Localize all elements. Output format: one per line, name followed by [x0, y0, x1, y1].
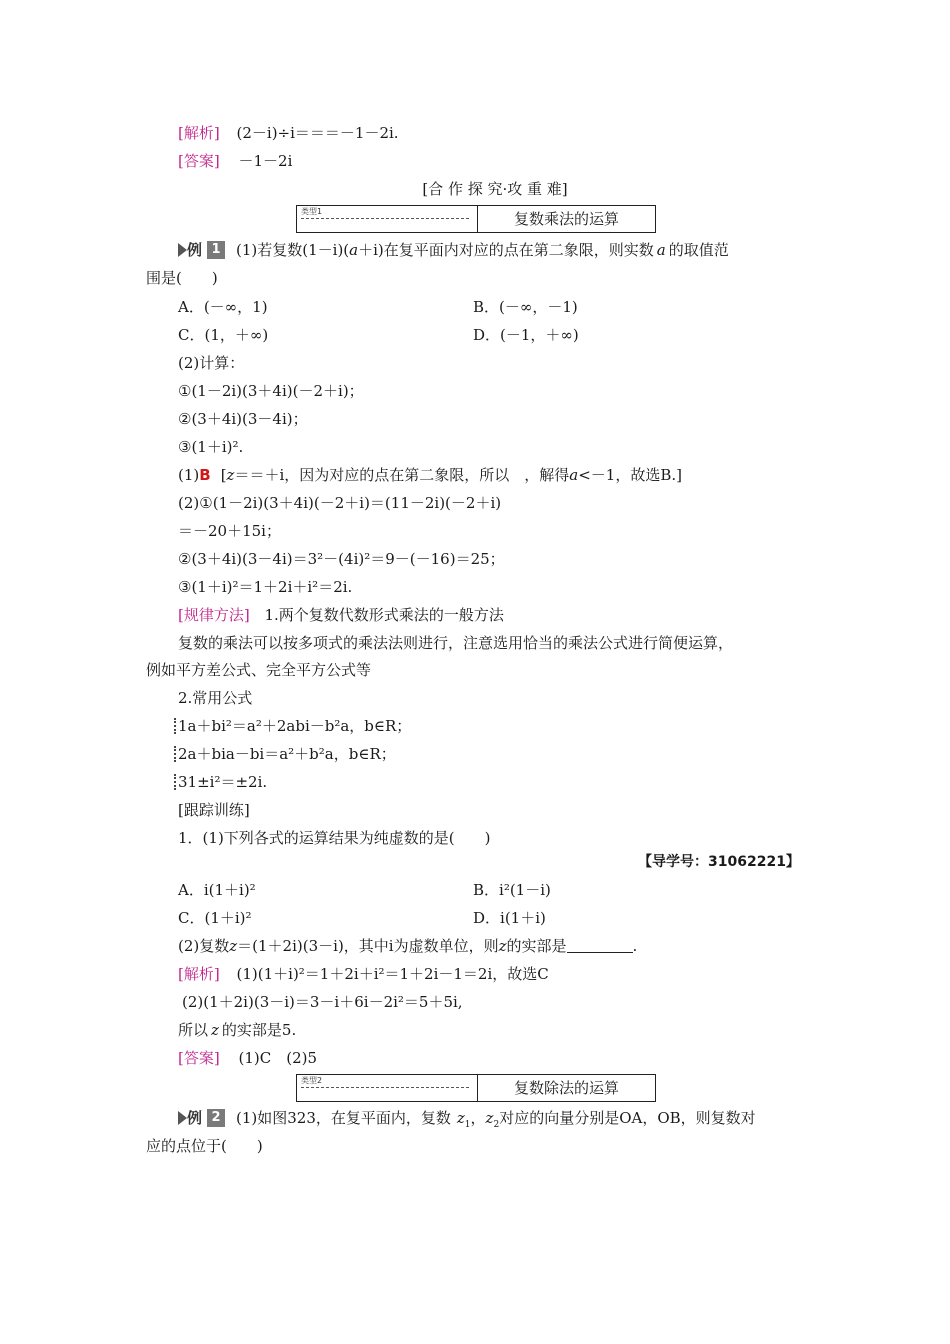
- q2-text-c: 的实部是: [506, 937, 567, 955]
- type1-dash: [301, 218, 469, 219]
- type2-title: 复数除法的运算: [513, 1079, 619, 1097]
- rule-text-1: 1.两个复数代数形式乘法的一般方法: [264, 606, 504, 624]
- sol1-var-z: z: [226, 466, 235, 484]
- answer-blank: [567, 938, 633, 953]
- triangle-icon: [178, 1111, 187, 1125]
- example-2-line-1: [236, 1108, 756, 1135]
- calc-item-1: ①(1－2i)(3＋4i)(－2＋i)；: [178, 382, 364, 400]
- sol1-answer-letter: B: [199, 466, 211, 484]
- guide-number: 【导学号：31062221】: [638, 854, 800, 870]
- solution-line-4: ②(3＋4i)(3－4i)＝3²－(4i)²＝9－(－16)＝25；: [178, 550, 505, 568]
- type2-dash: [301, 1087, 469, 1088]
- type2-box: [296, 1074, 656, 1102]
- ex2-sep: ，: [470, 1109, 486, 1127]
- question-2: [178, 936, 637, 956]
- ex2-text-b: 对应的向量分别是OA，OB，则复数对: [499, 1109, 756, 1127]
- example-1-badge: [178, 241, 226, 259]
- ex2-var-z1: z: [456, 1109, 465, 1127]
- section-heading: [合 作 探 究·攻 重 难]: [422, 180, 568, 198]
- calc-heading: (2)计算：: [178, 354, 245, 372]
- type2-small-label: 类型2: [301, 1076, 323, 1085]
- q2-var-z2: z: [498, 937, 507, 955]
- q2-var-z: z: [229, 937, 238, 955]
- analysis-line-2: [178, 964, 549, 984]
- formula-1: 1a＋bi²＝a²＋2abi－b²a，b∈R；: [178, 717, 412, 735]
- answer-line-2: [178, 1048, 317, 1068]
- q2-text-a: (2)复数: [178, 937, 230, 955]
- q2-text-d: .: [632, 937, 638, 955]
- ex2-text-a: (1)如图323，在复平面内，复数: [236, 1109, 451, 1127]
- question-1: 1．(1)下列各式的运算结果为纯虚数的是( ): [178, 829, 491, 847]
- solution-line-2: (2)①(1－2i)(3＋4i)(－2＋i)＝(11－2i)(－2＋i): [178, 494, 502, 512]
- sol1-bracket: [: [220, 466, 227, 484]
- analysis-tag-2: [解析]: [178, 965, 220, 983]
- sol1-part-a: (1): [178, 466, 200, 484]
- solution-line-1: [178, 465, 682, 485]
- analysis-line-1: [178, 123, 399, 143]
- ex1-text-b: ＋i)在复平面内对应的点在第二象限，则实数: [358, 241, 654, 259]
- example-number: 2: [207, 1109, 225, 1127]
- ex1-var-a: a: [349, 241, 359, 259]
- option-c: C．(1，＋∞): [178, 326, 269, 344]
- question-option-d: D．i(1＋i): [473, 909, 546, 927]
- example-2-line-2: 应的点位于( ): [146, 1137, 263, 1155]
- sol1-part-e: <－1，故选B.]: [578, 466, 682, 484]
- example-number: 1: [207, 241, 225, 259]
- rule-line-2: 复数的乘法可以按多项式的乘法法则进行，注意选用恰当的乘法公式进行简便运算，: [178, 634, 734, 652]
- type1-label-cell: [297, 206, 478, 232]
- calc-item-2: ②(3＋4i)(3－4i)；: [178, 410, 308, 428]
- answer-text: －1－2i: [238, 152, 293, 170]
- q2-text-b: ＝(1＋2i)(3－i)，其中i为虚数单位，则: [237, 937, 499, 955]
- ex2-var-z2: z: [485, 1109, 494, 1127]
- example-word: 例: [187, 241, 203, 259]
- example-2-badge: [178, 1109, 226, 1127]
- question-option-a: A．i(1＋i)²: [178, 881, 256, 899]
- question-option-c: C．(1＋i)²: [178, 909, 252, 927]
- rule-line-4: 2.常用公式: [178, 689, 253, 707]
- ex1-text-c: 的取值范: [668, 241, 729, 259]
- ans3-text-b: 的实部是5.: [221, 1021, 297, 1039]
- option-b: B．(－∞，－1): [473, 298, 578, 316]
- formula-2: 2a＋bia－bi＝a²＋b²a，b∈R；: [178, 745, 396, 763]
- formula-3: 31±i²＝±2i.: [178, 773, 268, 791]
- example-word: 例: [187, 1109, 203, 1127]
- ex1-var-a2: a: [656, 241, 666, 259]
- question-option-b: B．i²(1－i): [473, 881, 551, 899]
- triangle-icon: [178, 243, 187, 257]
- sol1-var-a: a: [569, 466, 579, 484]
- ex2-sub-1: 1: [464, 1120, 471, 1130]
- rule-tag: [规律方法]: [178, 606, 250, 624]
- type1-title: 复数乘法的运算: [513, 210, 619, 228]
- type1-small-label: 类型1: [301, 207, 323, 216]
- example-1-line-2: 围是( ): [146, 269, 218, 287]
- ex2-sub-2: 2: [493, 1120, 500, 1130]
- ex1-text-a: (1)若复数(1－i)(: [236, 241, 350, 259]
- answer-line-1: [178, 151, 292, 171]
- rule-line-1: [178, 605, 504, 625]
- ans3-text-a: 所以: [178, 1021, 209, 1039]
- answer-tag-2: [答案]: [178, 1049, 220, 1067]
- type1-box: [296, 205, 656, 233]
- solution-line-5: ③(1＋i)²＝1＋2i＋i²＝2i.: [178, 578, 353, 596]
- option-a: A．(－∞，1): [178, 298, 268, 316]
- sol1-part-d: ＝＝＋i，因为对应的点在第二象限，所以 ，解得: [234, 466, 570, 484]
- analysis-text: (2－i)÷i＝＝＝－1－2i.: [236, 124, 399, 142]
- analysis-line-3: (2)(1＋2i)(3－i)＝3－i＋6i－2i²＝5＋5i,: [182, 993, 463, 1011]
- ans3-var-z: z: [211, 1021, 219, 1039]
- analysis-line-4: [178, 1020, 296, 1040]
- answer-text-2: (1)C (2)5: [238, 1049, 318, 1067]
- follow-training-heading: [跟踪训练]: [178, 801, 250, 819]
- option-d: D．(－1，＋∞): [473, 326, 579, 344]
- calc-item-3: ③(1＋i)².: [178, 438, 244, 456]
- analysis-tag: [解析]: [178, 124, 220, 142]
- example-1-line-1: [236, 240, 729, 260]
- answer-tag: [答案]: [178, 152, 220, 170]
- rule-line-3: 例如平方差公式、完全平方公式等: [146, 661, 372, 679]
- analysis-text-2: (1)(1＋i)²＝1＋2i＋i²＝1＋2i－1＝2i，故选C: [236, 965, 549, 983]
- type2-label-cell: [297, 1075, 478, 1101]
- solution-line-3: ＝－20＋15i；: [178, 522, 281, 540]
